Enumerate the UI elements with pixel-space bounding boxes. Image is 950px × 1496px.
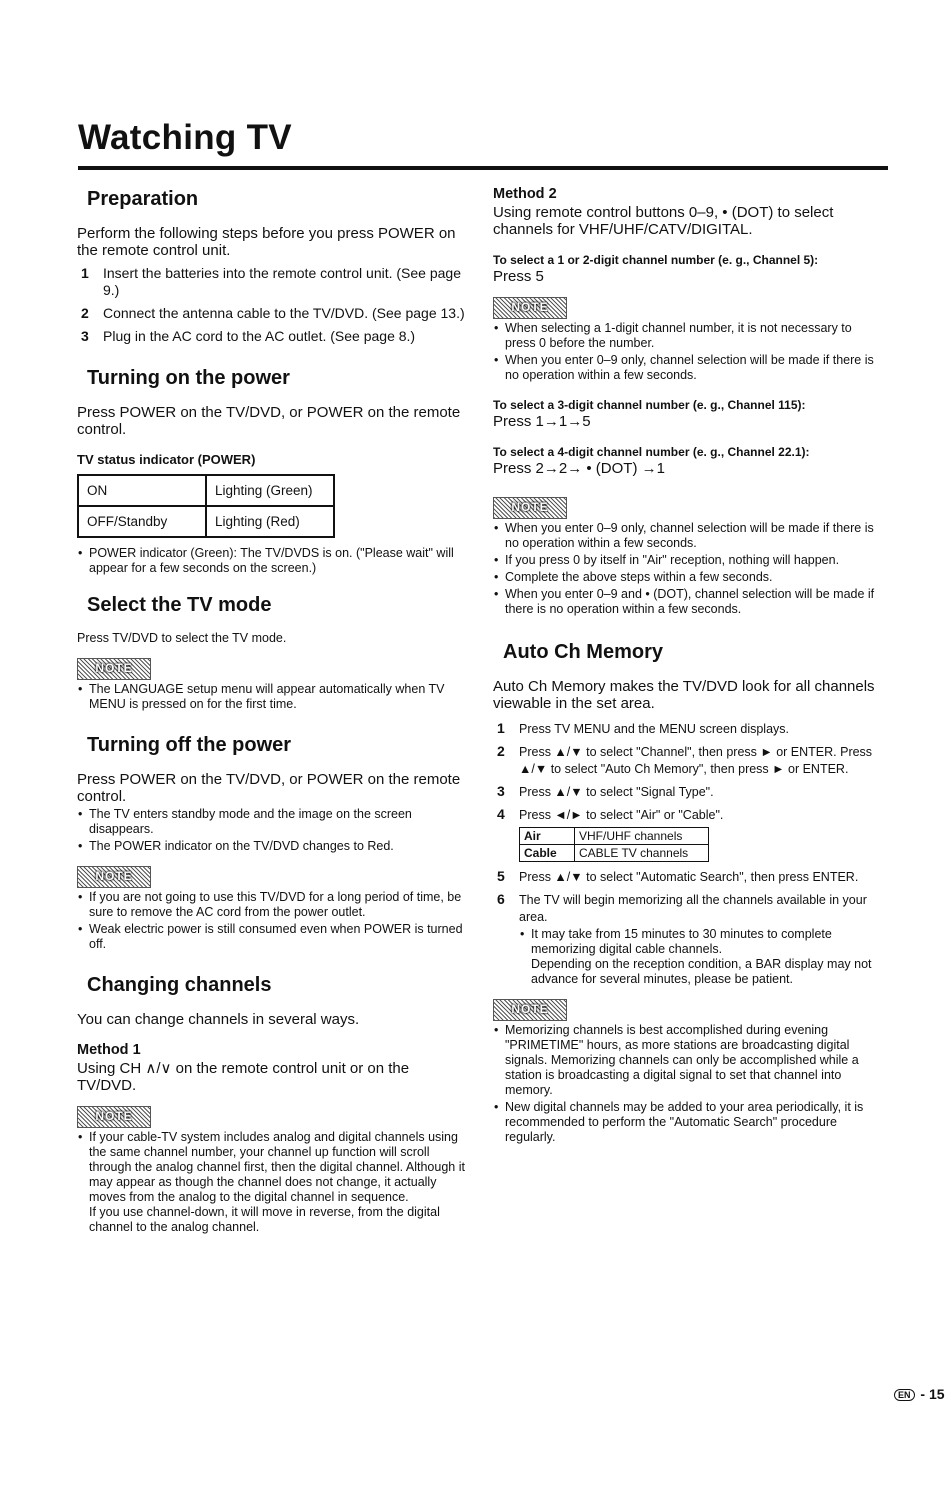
list-item: • Complete the above steps within a few seconds.: [493, 570, 885, 585]
list-item: • When you enter 0–9 and • (DOT), channel selection will be made if there is no operation within a few seconds.: [493, 587, 885, 617]
preparation-intro: Perform the following steps before you press POWER on the remote control unit.: [77, 225, 456, 259]
method2-notes: [493, 321, 885, 383]
table-cell: Air: [520, 828, 575, 845]
note-text: If you use channel-down, it will move in reverse, from the digital channel to the analog channel.: [89, 1205, 440, 1234]
power-off-heading: Turning off the power: [87, 734, 292, 756]
note-badge: [493, 999, 567, 1021]
power-off-text: Press POWER on the TV/DVD, or POWER on the remote control.: [77, 771, 461, 805]
power-on-text: Press POWER on the TV/DVD, or POWER on the remote control.: [77, 404, 461, 438]
table-row: [78, 506, 334, 537]
channels-text: You can change channels in several ways.: [77, 1011, 360, 1028]
list-item: • New digital channels may be added to your area periodically, it is recommended to perform the "Automatic Search" procedure regularly.: [493, 1100, 885, 1145]
note-badge: [77, 658, 151, 680]
select-4-title: To select a 4-digit channel number (e. g., Channel 22.1):: [493, 445, 810, 459]
step-text: Press TV MENU and the MENU screen displays.: [519, 722, 790, 736]
status-table: [77, 474, 335, 538]
list-item: • Weak electric power is still consumed even when POWER is turned off.: [77, 922, 467, 952]
list-item: • The TV enters standby mode and the image on the screen disappears.: [77, 807, 467, 837]
table-row: [520, 828, 709, 845]
bullet-text: It may take from 15 minutes to 30 minutes to complete memorizing digital cable channels.: [531, 927, 832, 956]
step-text: Press ◄/► to select "Air" or "Cable".: [519, 808, 724, 822]
step-number: 6: [497, 891, 505, 907]
power-on-bullets: [77, 546, 467, 576]
note-badge: [493, 497, 567, 519]
list-item: • If you press 0 by itself in "Air" reception, nothing will happen.: [493, 553, 885, 568]
table-cell: OFF/Standby: [78, 506, 206, 537]
preparation-heading: Preparation: [87, 188, 199, 210]
bullet-text: Depending on the reception condition, a BAR display may not advance for several minutes, please be patient.: [531, 957, 872, 986]
list-item: [77, 328, 467, 345]
list-item: [493, 891, 885, 987]
select-4-text: Press 2→2→ • (DOT) →1: [493, 460, 665, 477]
channel-entry-notes: [493, 521, 885, 617]
step-text: Press ▲/▼ to select "Signal Type".: [519, 785, 714, 799]
list-item: [493, 783, 885, 800]
table-row: [78, 475, 334, 506]
list-item: • Memorizing channels is best accomplished during evening "PRIMETIME" hours, as more stations are broadcasting digital signals. Memorizing channels can only be accomplished while a station is broadcasting a digital signal to set that channel into memory.: [493, 1023, 885, 1098]
status-table-title: TV status indicator (POWER): [77, 452, 256, 467]
table-cell: Cable: [520, 845, 575, 862]
page-number-value: 15: [928, 1386, 945, 1402]
tv-mode-notes: [77, 682, 467, 712]
list-item: [77, 265, 467, 299]
table-cell: Lighting (Red): [206, 506, 334, 537]
method2-text: Using remote control buttons 0–9, • (DOT) to select channels for VHF/UHF/CATV/DIGITAL.: [493, 204, 834, 238]
list-item: • If you are not going to use this TV/DVD for a long period of time, be sure to remove the AC cord from the power outlet.: [77, 890, 467, 920]
page-number: EN - 15: [894, 1386, 945, 1402]
step-text: Plug in the AC cord to the AC outlet. (See page 8.): [103, 328, 416, 344]
right-column: [493, 180, 885, 1147]
list-item: • POWER indicator (Green): The TV/DVDS is on. ("Please wait" will appear for a few seconds on the screen.): [77, 546, 467, 576]
page-title: Watching TV: [78, 118, 292, 157]
note-label: NOTE: [511, 300, 549, 314]
step-number: 5: [497, 868, 505, 884]
list-item: • When selecting a 1-digit channel number, it is not necessary to press 0 before the number.: [493, 321, 885, 351]
table-row: [520, 845, 709, 862]
power-off-bullets: [77, 807, 467, 854]
note-label: NOTE: [95, 1109, 133, 1123]
method1-text: Using CH ∧/∨ on the remote control unit or on the TV/DVD.: [77, 1060, 410, 1094]
list-item: • When you enter 0–9 only, channel selection will be made if there is no operation within a few seconds.: [493, 353, 885, 383]
note-badge: [77, 866, 151, 888]
channels-notes: [77, 1130, 467, 1235]
step-text: The TV will begin memorizing all the channels available in your area.: [519, 893, 867, 924]
note-label: NOTE: [95, 661, 133, 675]
list-item: • The POWER indicator on the TV/DVD changes to Red.: [77, 839, 467, 854]
list-item: [519, 927, 885, 987]
step-text: Connect the antenna cable to the TV/DVD. (See page 13.): [103, 305, 465, 321]
list-item: [77, 1130, 467, 1235]
tv-mode-heading: Select the TV mode: [87, 594, 272, 616]
power-off-notes: [77, 890, 467, 952]
left-column: [77, 180, 467, 1237]
auto-ch-memory-notes: [493, 1023, 885, 1145]
note-label: NOTE: [511, 1002, 549, 1016]
step6-bullets: [519, 927, 885, 987]
table-cell: ON: [78, 475, 206, 506]
list-item: [493, 720, 885, 737]
step-number: 2: [497, 743, 505, 759]
language-icon: EN: [894, 1389, 915, 1401]
list-item: • When you enter 0–9 only, channel selection will be made if there is no operation within a few seconds.: [493, 521, 885, 551]
list-item: [493, 868, 885, 885]
channels-heading: Changing channels: [87, 974, 272, 996]
tv-mode-text: Press TV/DVD to select the TV mode.: [77, 631, 287, 645]
step-number: 3: [497, 783, 505, 799]
table-cell: VHF/UHF channels: [575, 828, 709, 845]
signal-type-table: [519, 827, 709, 862]
auto-ch-memory-text: Auto Ch Memory makes the TV/DVD look for all channels viewable in the set area.: [493, 678, 875, 712]
list-item: [77, 305, 467, 322]
step-number: 1: [81, 265, 89, 281]
note-badge: [493, 297, 567, 319]
step-text: Press ▲/▼ to select "Automatic Search", then press ENTER.: [519, 870, 859, 884]
step-number: 3: [81, 328, 89, 344]
list-item: [493, 743, 885, 777]
step-text: Insert the batteries into the remote control unit. (See page 9.): [103, 265, 461, 298]
select-3-title: To select a 3-digit channel number (e. g., Channel 115):: [493, 398, 806, 412]
note-label: NOTE: [511, 500, 549, 514]
step-number: 1: [497, 720, 505, 736]
preparation-steps: [77, 265, 467, 345]
note-label: NOTE: [95, 869, 133, 883]
step-number: 4: [497, 806, 505, 822]
table-cell: Lighting (Green): [206, 475, 334, 506]
auto-ch-memory-steps: [493, 720, 885, 987]
title-rule: [78, 166, 888, 170]
select-12-title: To select a 1 or 2-digit channel number (e. g., Channel 5):: [493, 253, 819, 267]
list-item: [493, 806, 885, 862]
table-cell: CABLE TV channels: [575, 845, 709, 862]
select-12-text: Press 5: [493, 268, 544, 285]
method1-title: Method 1: [77, 1042, 141, 1058]
method2-title: Method 2: [493, 186, 557, 202]
note-badge: [77, 1106, 151, 1128]
power-on-heading: Turning on the power: [87, 367, 290, 389]
step-text: Press ▲/▼ to select "Channel", then press ► or ENTER. Press ▲/▼ to select "Auto Ch Memory", then press ► or ENTER.: [519, 745, 873, 776]
auto-ch-memory-heading: Auto Ch Memory: [503, 641, 663, 663]
step-number: 2: [81, 305, 89, 321]
note-text: If your cable-TV system includes analog and digital channels using the same channel number, your channel up function will scroll through the analog channel first, then the digital channel. Although it may appear as though the channel does not change, it actually moves from the analog to the digital channel in sequence.: [89, 1130, 465, 1204]
list-item: • The LANGUAGE setup menu will appear automatically when TV MENU is pressed on for the first time.: [77, 682, 467, 712]
select-3-text: Press 1→1→5: [493, 413, 591, 430]
